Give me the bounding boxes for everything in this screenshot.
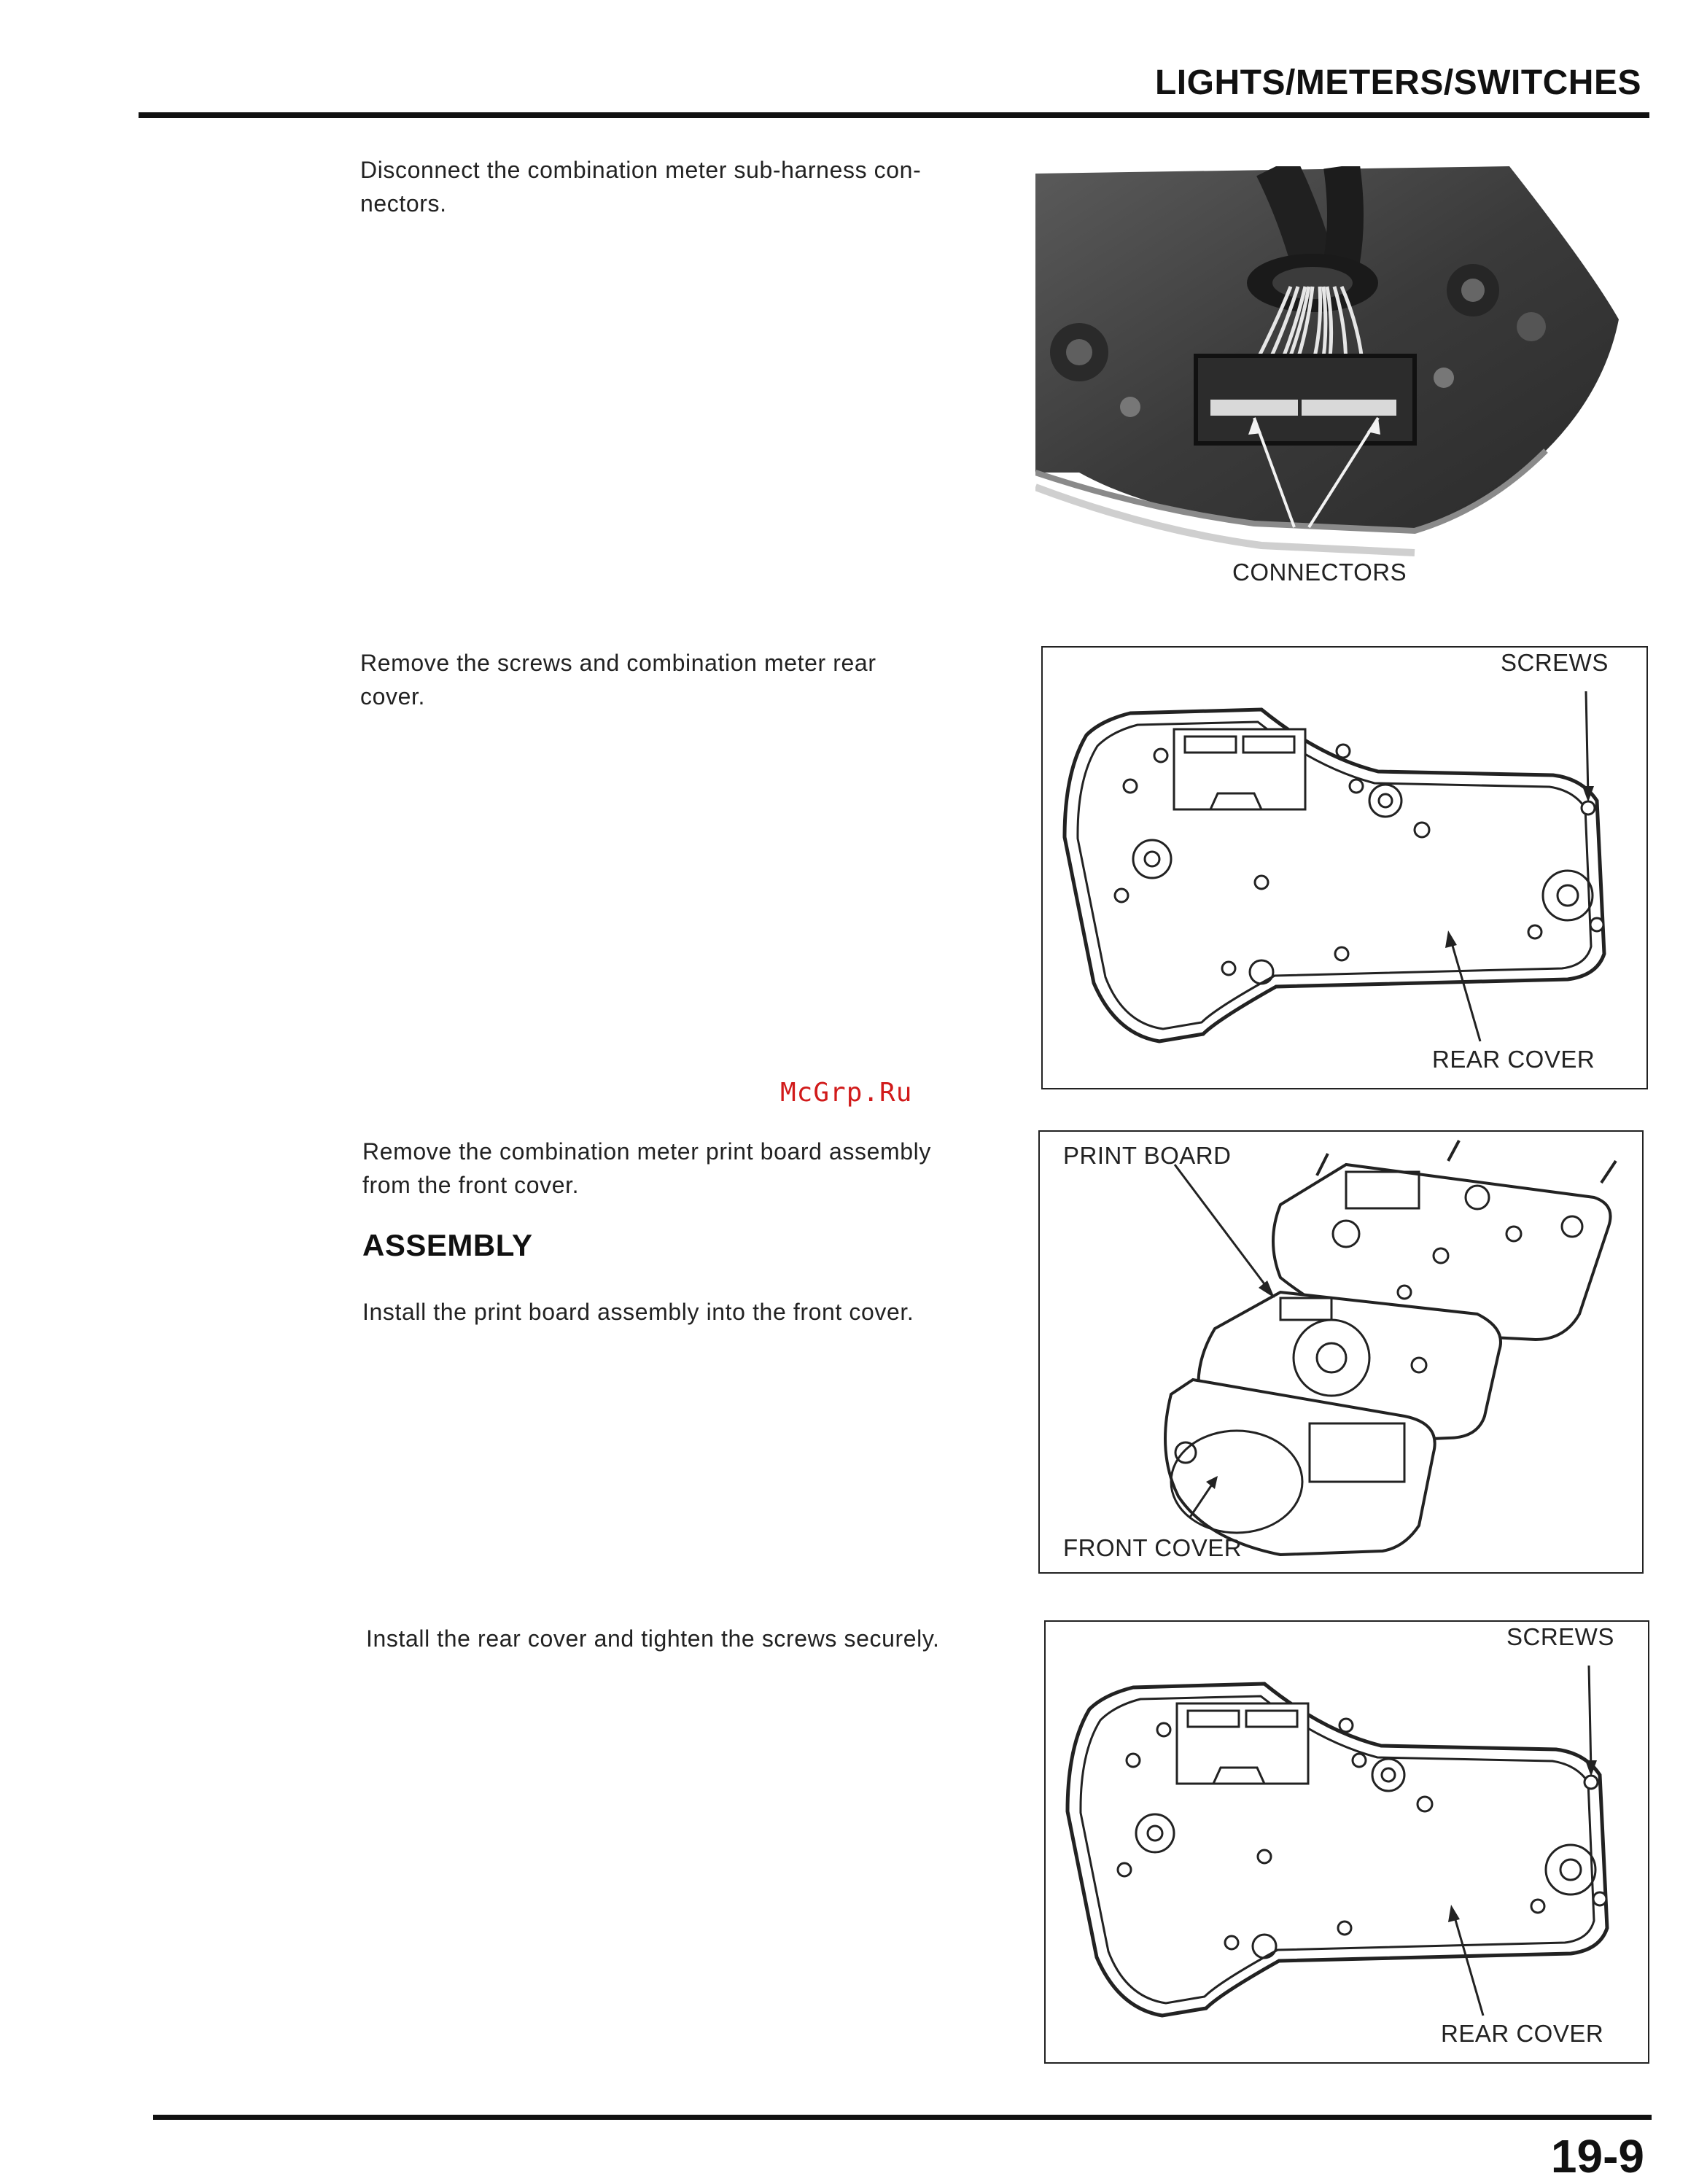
step-1-line-1: Disconnect the combination meter sub-harness con- bbox=[360, 157, 922, 183]
watermark: McGrp.Ru bbox=[780, 1078, 913, 1108]
step-5-line-1: Install the rear cover and tighten the screws securely. bbox=[366, 1625, 940, 1652]
front-cover-label: FRONT COVER bbox=[1063, 1534, 1243, 1561]
section-heading-assembly: ASSEMBLY bbox=[362, 1228, 533, 1262]
rear-cover-figure-1 bbox=[1041, 646, 1648, 1089]
footer-rule bbox=[153, 2115, 1652, 2120]
step-2-text bbox=[360, 646, 1009, 713]
step-5-text bbox=[366, 1622, 1015, 1655]
step-4-text bbox=[362, 1295, 1011, 1329]
step-2-line-1: Remove the screws and combination meter rear bbox=[360, 650, 876, 676]
step-2-line-2: cover. bbox=[360, 683, 425, 710]
exploded-view-figure bbox=[1038, 1130, 1644, 1574]
header-rule bbox=[139, 112, 1649, 118]
print-board-label: PRINT BOARD bbox=[1063, 1142, 1232, 1169]
screws-label-1: SCREWS bbox=[1501, 649, 1609, 676]
connectors-photo bbox=[1035, 166, 1619, 560]
step-3-text bbox=[362, 1135, 1011, 1202]
rear-cover-figure-2 bbox=[1044, 1620, 1649, 2064]
rear-cover-label-2: REAR COVER bbox=[1441, 2020, 1604, 2047]
connectors-label: CONNECTORS bbox=[1232, 559, 1407, 586]
step-3-line-1: Remove the combination meter print board assembly bbox=[362, 1138, 931, 1165]
step-1-line-2: nectors. bbox=[360, 190, 447, 217]
step-4-line-1: Install the print board assembly into the front cover. bbox=[362, 1299, 914, 1325]
step-1-text bbox=[360, 153, 1009, 220]
screws-label-2: SCREWS bbox=[1506, 1623, 1614, 1650]
page-number: 19-9 bbox=[1550, 2130, 1644, 2183]
section-title: LIGHTS/METERS/SWITCHES bbox=[1154, 63, 1641, 102]
rear-cover-label-1: REAR COVER bbox=[1432, 1046, 1595, 1073]
step-3-line-2: from the front cover. bbox=[362, 1172, 580, 1198]
